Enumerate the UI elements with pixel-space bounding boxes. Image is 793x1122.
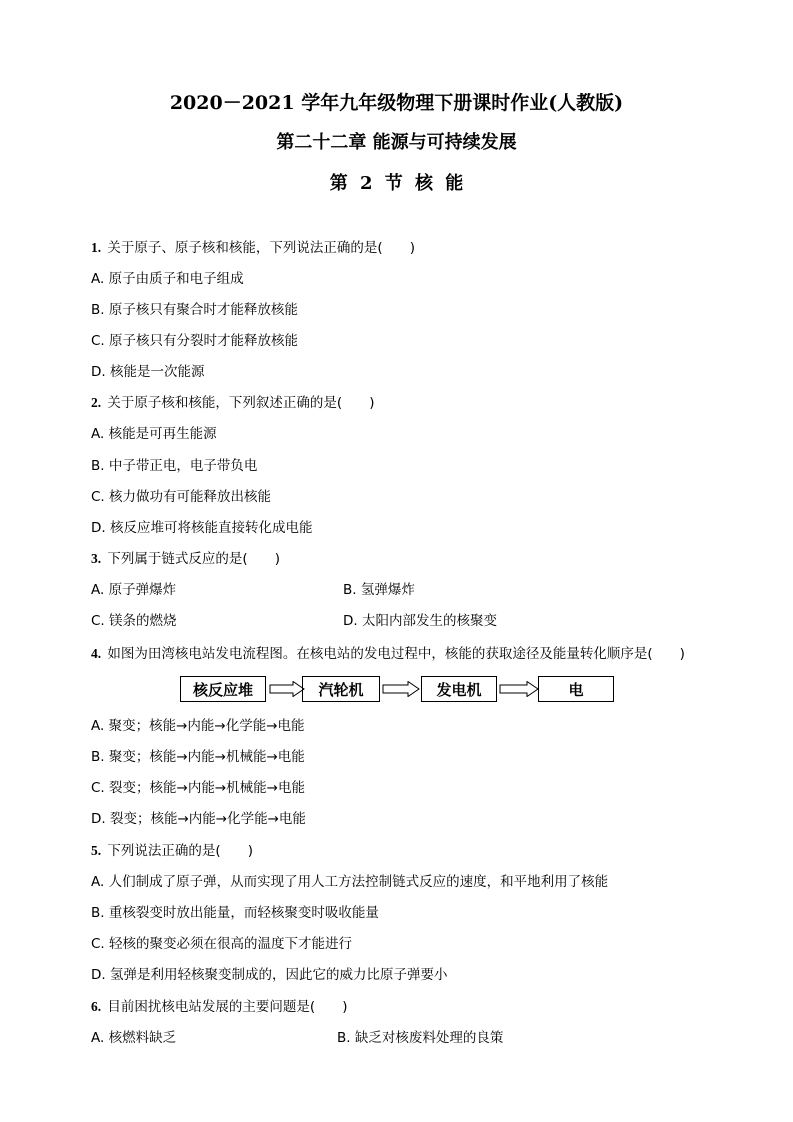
flow-step-reactor: 核反应堆 xyxy=(180,676,266,702)
flow-step-generator: 发电机 xyxy=(421,676,497,702)
option-5d: D. 氢弹是利用轻核聚变制成的，因此它的威力比原子弹要小 xyxy=(91,967,448,983)
question-6 xyxy=(91,998,347,1016)
section-title: 第 2 节 核 能 xyxy=(329,173,464,194)
question-4 xyxy=(91,645,685,663)
option-1d: D. 核能是一次能源 xyxy=(91,364,205,380)
power-plant-flowchart xyxy=(0,676,793,706)
question-stem: 下列属于链式反应的是( ) xyxy=(107,551,280,567)
question-5 xyxy=(91,842,253,860)
question-number: 2. xyxy=(91,395,102,410)
question-stem: 下列说法正确的是( ) xyxy=(107,843,253,859)
option-2b: B. 中子带正电，电子带负电 xyxy=(91,458,258,474)
option-5c: C. 轻核的聚变必须在很高的温度下才能进行 xyxy=(91,936,353,952)
question-3 xyxy=(91,550,280,568)
question-stem: 关于原子核和核能，下列叙述正确的是( ) xyxy=(107,395,375,411)
option-2a: A. 核能是可再生能源 xyxy=(91,426,217,442)
question-stem: 如图为田湾核电站发电流程图。在核电站的发电过程中，核能的获取途径及能量转化顺序是( ) xyxy=(107,646,685,662)
option-4b: B. 聚变；核能→内能→机械能→电能 xyxy=(91,749,305,765)
option-2c: C. 核力做功有可能释放出核能 xyxy=(91,489,272,505)
option-1c: C. 原子核只有分裂时才能释放核能 xyxy=(91,333,299,349)
page-title: 2020－2021 学年九年级物理下册课时作业(人教版) xyxy=(169,92,624,114)
question-number: 5. xyxy=(91,843,102,858)
option-4a: A. 聚变；核能→内能→化学能→电能 xyxy=(91,718,305,734)
question-number: 4. xyxy=(91,646,102,661)
option-4d: D. 裂变；核能→内能→化学能→电能 xyxy=(91,811,306,827)
option-1b: B. 原子核只有聚合时才能释放核能 xyxy=(91,302,298,318)
option-2d: D. 核反应堆可将核能直接转化成电能 xyxy=(91,520,313,536)
question-number: 6. xyxy=(91,999,102,1014)
option-3c: C. 镁条的燃烧 xyxy=(91,613,177,629)
flow-arrow-icon xyxy=(269,681,305,697)
flow-step-electricity: 电 xyxy=(538,676,614,702)
question-stem: 目前困扰核电站发展的主要问题是( ) xyxy=(107,999,348,1015)
question-1 xyxy=(91,239,415,257)
chapter-title: 第二十二章 能源与可持续发展 xyxy=(276,132,517,153)
option-1a: A. 原子由质子和电子组成 xyxy=(91,271,244,287)
option-4c: C. 裂变；核能→内能→机械能→电能 xyxy=(91,780,305,796)
flow-arrow-icon xyxy=(499,681,539,697)
option-3b: B. 氢弹爆炸 xyxy=(343,582,415,598)
question-number: 3. xyxy=(91,551,102,566)
question-number: 1. xyxy=(91,240,102,255)
flow-arrow-icon xyxy=(382,681,420,697)
option-3d: D. 太阳内部发生的核聚变 xyxy=(343,613,497,629)
option-6a: A. 核燃料缺乏 xyxy=(91,1030,177,1046)
option-5a: A. 人们制成了原子弹，从而实现了用人工方法控制链式反应的速度，和平地利用了核能 xyxy=(91,874,609,890)
option-6b: B. 缺乏对核废料处理的良策 xyxy=(337,1030,504,1046)
question-stem: 关于原子、原子核和核能，下列说法正确的是( ) xyxy=(107,240,415,256)
option-3a: A. 原子弹爆炸 xyxy=(91,582,177,598)
question-2 xyxy=(91,394,374,412)
flow-step-turbine: 汽轮机 xyxy=(302,676,380,702)
option-5b: B. 重核裂变时放出能量，而轻核聚变时吸收能量 xyxy=(91,905,379,921)
